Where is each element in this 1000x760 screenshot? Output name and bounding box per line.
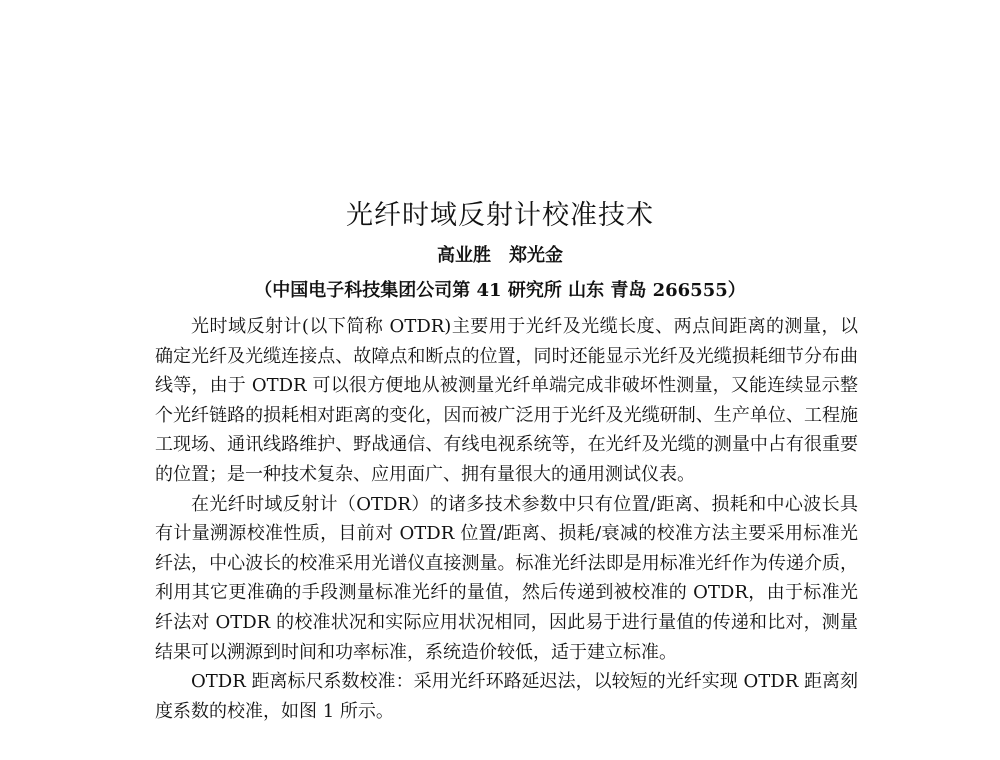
- paper-body: [155, 312, 858, 726]
- body-paragraph: OTDR 距离标尺系数校准：采用光纤环路延迟法，以较短的光纤实现 OTDR 距离刻度系数的校准，如图 1 所示。: [155, 671, 858, 722]
- body-paragraph: 在光纤时域反射计（OTDR）的诸多技术参数中只有位置/距离、损耗和中心波长具有计量溯源校准性质，目前对 OTDR 位置/距离、损耗/衰减的校准方法主要采用标准光纤法，中心波长的校准采用光谱仪直接测量。标准光纤法即是用标准光纤作为传递介质，利用其它更准确的手段测量标准光纤的量值，然后传递到被校准的 OTDR，由于标准光纤法对 OTDR 的校准状况和实际应用状况相同，因此易于进行量值的传递和比对，测量结果可以溯源到时间和功率标准，系统造价较低，适于建立标准。: [155, 493, 858, 663]
- paper-title: 光纤时域反射计校准技术: [346, 200, 654, 231]
- paper-affiliation: （中国电子科技集团公司第 41 研究所 山东 青岛 266555）: [254, 280, 746, 301]
- paper-authors: 高业胜 郑光金: [437, 245, 563, 266]
- body-paragraph: 光时域反射计(以下简称 OTDR)主要用于光纤及光缆长度、两点间距离的测量，以确定光纤及光缆连接点、故障点和断点的位置，同时还能显示光纤及光缆损耗细节分布曲线等，由于 OTDR 可以很方便地从被测量光纤单端完成非破坏性测量，又能连续显示整个光纤链路的损耗相对距离的变化，因而被广泛用于光纤及光缆研制、生产单位、工程施工现场、通讯线路维护、野战通信、有线电视系统等，在光纤及光缆的测量中占有很重要的位置；是一种技术复杂、应用面广、拥有量很大的通用测试仪表。: [155, 316, 858, 485]
